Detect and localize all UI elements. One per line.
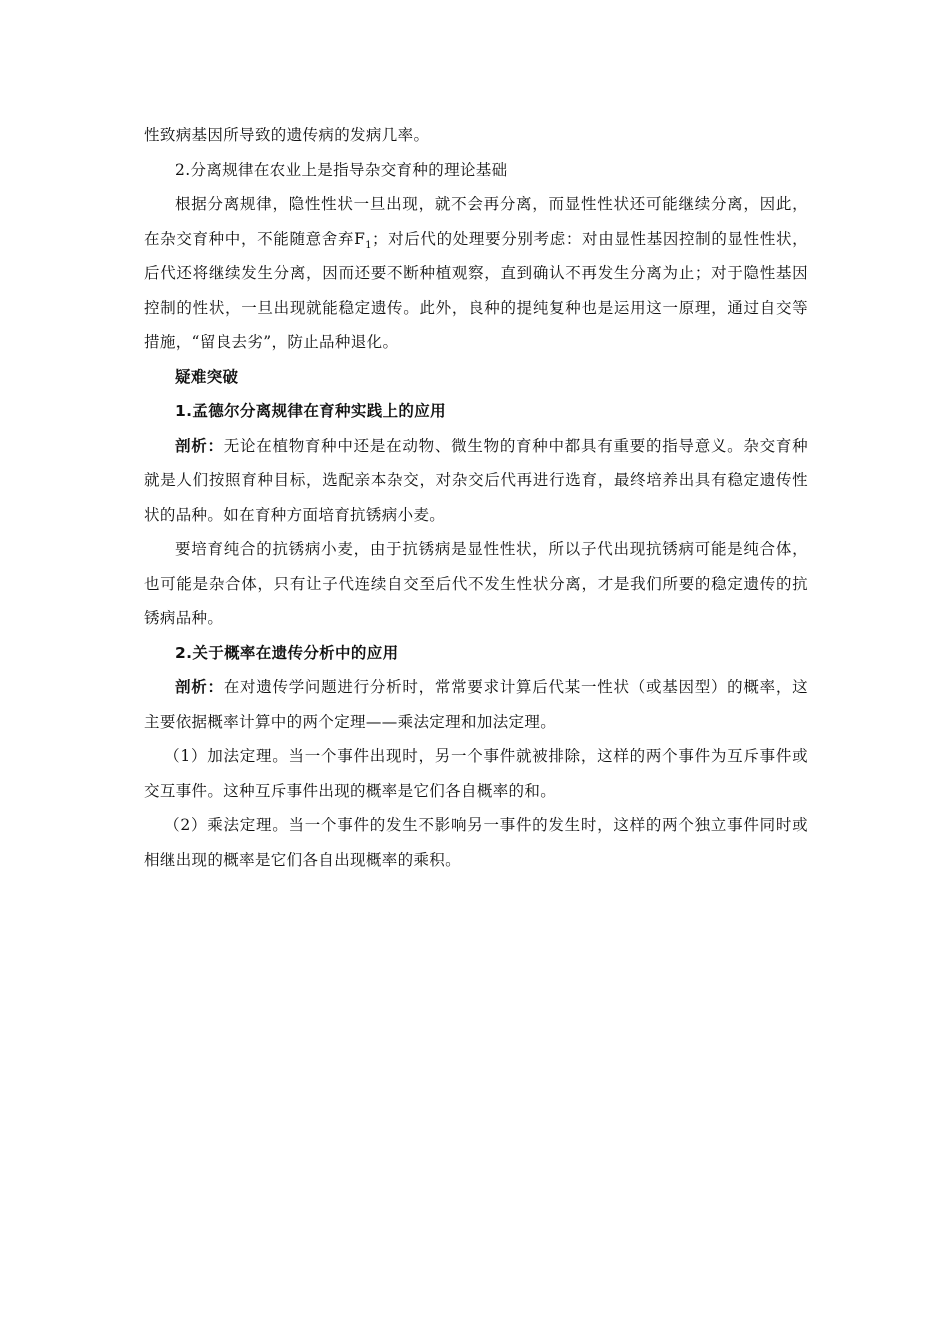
heading-mendel-breeding-application: 1.孟德尔分离规律在育种实践上的应用 xyxy=(175,402,446,420)
section-heading-separation-law-agriculture: 2.分离规律在农业上是指导杂交育种的理论基础 xyxy=(175,160,508,179)
document-body xyxy=(144,118,808,877)
analysis-label: 剖析： xyxy=(175,436,224,455)
analysis-label-2: 剖析： xyxy=(175,678,224,696)
paragraph-analysis-probability xyxy=(144,670,808,739)
paragraph-text-part-b: ；对后代的处理要分别考虑：对由显性基因控制的显性性状，后代还将继续发生分离，因而还要不断种植观察，直到确认不再发生分离为止；对于隐性基因控制的性状，一旦出现就能稳定遗传。此外，良种的提纯复种也是运用这一原理，通过自交等措施，“留良去劣”，防止品种退化。 xyxy=(144,229,809,351)
paragraph-analysis-breeding xyxy=(144,429,808,533)
analysis-text-2: 在对遗传学问题进行分析时，常常要求计算后代某一性状（或基因型）的概率，这主要依据概率计算中的两个定理——乘法定理和加法定理。 xyxy=(144,678,808,731)
subscript-one: 1 xyxy=(365,239,372,251)
paragraph-separation-law-explanation xyxy=(144,187,808,360)
heading-difficulty-breakthrough: 疑难突破 xyxy=(175,367,239,386)
analysis-text: 无论在植物育种中还是在动物、微生物的育种中都具有重要的指导意义。杂交育种就是人们按照育种目标，选配亲本杂交，对杂交后代再进行选育，最终培养出具有稳定遗传性状的品种。如在育种方面培育抗锈病小麦。 xyxy=(144,436,808,524)
paragraph-addition-theorem: （1）加法定理。当一个事件出现时，另一个事件就被排除，这样的两个事件为互斥事件或交互事件。这种互斥事件出现的概率是它们各自概率的和。 xyxy=(144,747,808,800)
paragraph-continuation: 性致病基因所导致的遗传病的发病几率。 xyxy=(144,126,430,144)
paragraph-text-part-a: 根据分离规律，隐性性状一旦出现，就不会再分离，而显性性状还可能继续分离，因此，在杂交育种中，不能随意舍弃F xyxy=(144,195,808,248)
heading-probability-application: 2.关于概率在遗传分析中的应用 xyxy=(175,643,399,662)
paragraph-rust-resistant-wheat: 要培育纯合的抗锈病小麦，由于抗锈病是显性性状，所以子代出现抗锈病可能是纯合体，也可能是杂合体，只有让子代连续自交至后代不发生性状分离，才是我们所要的稳定遗传的抗锈病品种。 xyxy=(144,540,808,627)
paragraph-multiplication-theorem: （2）乘法定理。当一个事件的发生不影响另一事件的发生时，这样的两个独立事件同时或相继出现的概率是它们各自出现概率的乘积。 xyxy=(144,816,808,869)
